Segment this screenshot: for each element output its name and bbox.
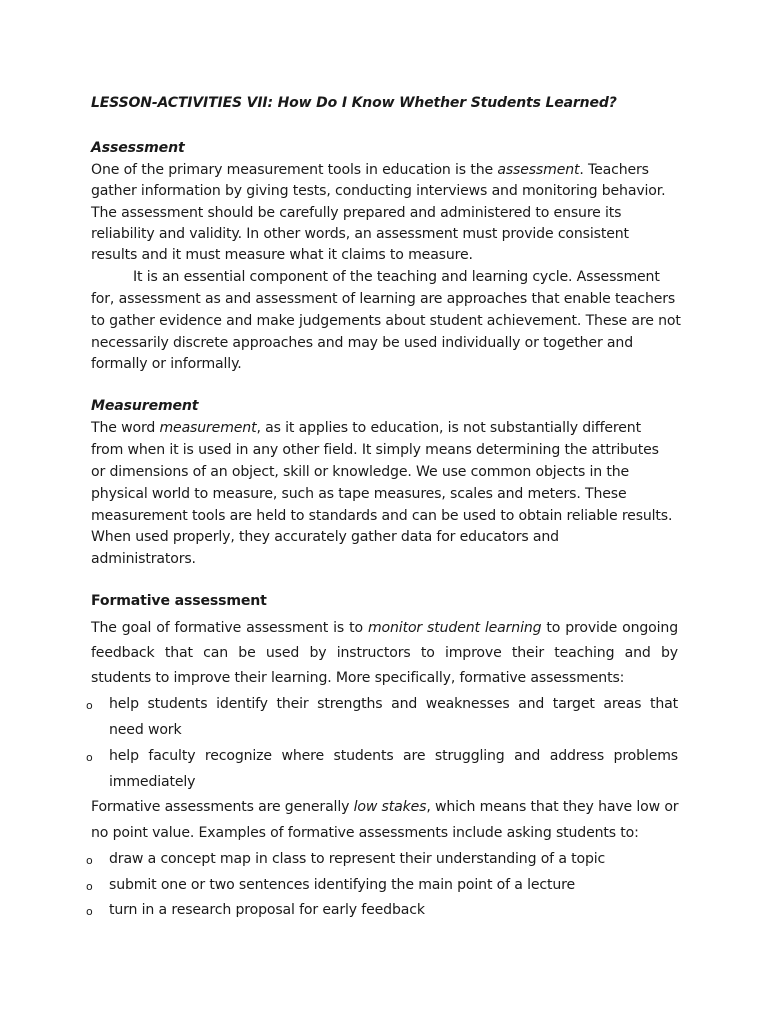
formative-line-1 <box>91 618 678 638</box>
emphasis-monitor: monitor student learning <box>367 620 542 636</box>
example-bullet-3: turn in a research proposal for early feedback <box>109 902 425 918</box>
formative-line-2: feedback that can be used by instructors to improve their teaching and by <box>91 645 678 661</box>
bullet-2-line-2: immediately <box>109 774 196 790</box>
assessment-p2-line-4: necessarily discrete approaches and may be used individually or together and <box>91 335 633 351</box>
emphasis-low-stakes: low stakes <box>353 799 427 815</box>
bullet-marker: o <box>86 854 93 867</box>
bullet-2-line-1: help faculty recognize where students are struggling and address problems <box>109 748 678 764</box>
example-bullet-1: draw a concept map in class to represent their understanding of a topic <box>109 851 606 867</box>
assessment-line-5: results and it must measure what it claims to measure. <box>91 247 473 263</box>
bullet-marker: o <box>86 751 93 764</box>
formative-line-3: students to improve their learning. More specifically, formative assessments: <box>91 670 625 686</box>
formative-p2-line-2: no point value. Examples of formative assessments include asking students to: <box>91 825 639 841</box>
formative-heading: Formative assessment <box>91 593 267 609</box>
text-run: One of the primary measurement tools in education is the <box>91 162 498 178</box>
assessment-p2-line-2: for, assessment as and assessment of learning are approaches that enable teachers <box>91 291 676 307</box>
bullet-marker: o <box>86 880 93 893</box>
measurement-heading: Measurement <box>91 398 199 414</box>
assessment-p2-line-1: It is an essential component of the teaching and learning cycle. Assessment <box>133 269 660 285</box>
example-bullet-2: submit one or two sentences identifying the main point of a lecture <box>109 877 575 893</box>
bullet-marker: o <box>86 905 93 918</box>
text-run: The goal of formative assessment is to <box>91 620 368 636</box>
measurement-line-3: or dimensions of an object, skill or knowledge. We use common objects in the <box>91 464 630 480</box>
text-run: , which means that they have low or <box>426 799 679 815</box>
measurement-line-1 <box>91 418 641 438</box>
measurement-line-2: from when it is used in any other field. It simply means determining the attributes <box>91 442 659 458</box>
document-title: LESSON-ACTIVITIES VII: How Do I Know Whether Students Learned? <box>91 95 617 111</box>
measurement-line-7: administrators. <box>91 551 196 567</box>
measurement-line-5: measurement tools are held to standards and can be used to obtain reliable results. <box>91 508 673 524</box>
measurement-line-6: When used properly, they accurately gather data for educators and <box>91 529 559 545</box>
bullet-1-line-1: help students identify their strengths and weaknesses and target areas that <box>109 696 678 712</box>
text-run: The word <box>91 420 160 436</box>
bullet-1-line-2: need work <box>109 722 182 738</box>
bullet-marker: o <box>86 699 93 712</box>
emphasis-measurement: measurement <box>159 420 257 436</box>
assessment-line-4: reliability and validity. In other words, an assessment must provide consistent <box>91 226 629 242</box>
assessment-line-3: The assessment should be carefully prepared and administered to ensure its <box>91 205 622 221</box>
text-run: to provide ongoing <box>541 620 678 636</box>
assessment-line-2: gather information by giving tests, conducting interviews and monitoring behavior. <box>91 183 666 199</box>
text-run: , as it applies to education, is not substantially different <box>256 420 641 436</box>
emphasis-assessment: assessment <box>497 162 580 178</box>
measurement-line-4: physical world to measure, such as tape measures, scales and meters. These <box>91 486 627 502</box>
assessment-p2-line-5: formally or informally. <box>91 356 242 372</box>
text-run: Formative assessments are generally <box>91 799 354 815</box>
assessment-heading: Assessment <box>91 140 185 156</box>
text-run: . Teachers <box>579 162 649 178</box>
assessment-line-1 <box>91 160 649 180</box>
assessment-p2-line-3: to gather evidence and make judgements about student achievement. These are not <box>91 313 681 329</box>
formative-p2-line-1 <box>91 797 678 817</box>
